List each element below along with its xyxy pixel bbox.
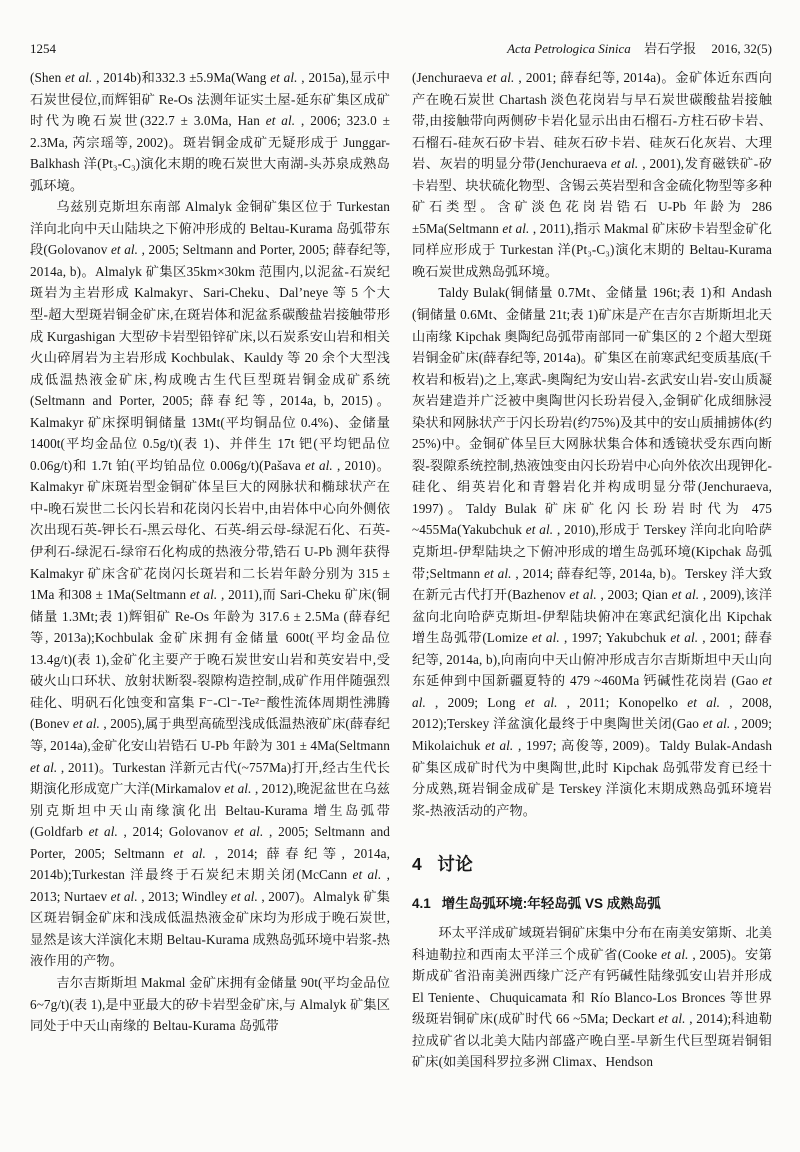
journal-issue: 2016, 32(5) bbox=[711, 41, 772, 56]
section-number: 4 bbox=[412, 854, 423, 875]
journal-title-en: Acta Petrologica Sinica bbox=[507, 41, 631, 56]
journal-title-cn: 岩石学报 bbox=[644, 41, 697, 56]
page-number: 1254 bbox=[30, 41, 56, 56]
page-header bbox=[30, 38, 772, 57]
right-column bbox=[412, 67, 772, 1073]
paragraph: 乌兹别克斯坦东南部 Almalyk 金铜矿集区位于 Turkestan 洋向北向中天山陆块之下俯冲形成的 Beltau-Kurama 岛弧带东段(Golovanov et al. , 2005; Seltmann and Porter, 2005; 薛春纪等, 2014a, b)。Almalyk 矿集区35km×30km 范围内,以泥盆-石炭纪斑岩为主岩形成 Kalmakyr、Sari-Cheku、Dal’neye 等 5 个大型-超大型斑岩铜金矿床,在斑岩体和泥盆系碳酸盐岩接触带形成 Kurgashigan 大型矽卡岩型铅锌矿床,以石炭系安山岩和相关火山碎屑岩为主岩形成 Kochbulak、Kauldy 等 20 余个大型浅成低温热液金矿床,构成晚古生代巨型斑岩铜金成矿系统(Seltmann and Porter, 2005; 薛春纪等, 2014a, b, 2015)。Kalmakyr 矿床探明铜储量 13Mt(平均铜品位 0.4%)、金储量 1400t(平均金品位 0.5g/t)(表 1)、并伴生 17t 钯(平均钯品位 0.06g/t)和 1.7t 铂(平均铂品位 0.006g/t)(Pašava et al. , 2010)。Kalmakyr 矿床斑岩型金铜矿体呈巨大的网脉状和椭球状产在中-晚石炭世二长闪长岩和花岗闪长岩中,由岩体中心向外侧依次出现石英-钾长石-黑云母化、石英-绢云母-绿泥石化、石英-伊利石-绿泥石-绿帘石化构成的热液分带,锆石 U-Pb 测年获得 Kalmakyr 矿床含矿花岗闪长斑岩和二长岩年龄分别为 315 ± 1Ma 和308 ± 1Ma(Seltmann et al. , 2011),而 Sari-Cheku 矿床(铜储量 1.3Mt;表 1)辉钼矿 Re-Os 年龄为 317.6 ± 2.5Ma (薛春纪等, 2013a);Kochbulak 金矿床拥有金储量 600t(平均金品位 13.4g/t)(表 1),金矿化主要产于晚石炭世安山岩和英安岩中,受破火山口环状、放射状断裂-裂隙构造控制,成矿作用伴随强烈硅化、明矾石化蚀变和富集 F⁻-Cl⁻-Te²⁻酸性流体周期性沸腾(Bonev et al. , 2005),属于典型高硫型浅成低温热液矿床(薛春纪等, 2014a),金矿化安山岩锆石 U-Pb 年龄为 301 ± 4Ma(Seltmann et al. , 2011)。Turkestan 洋新元古代(~757Ma)打开,经古生代长期演化形成宽广大洋(Mirkamalov et al. , 2012),晚泥盆世在乌兹别克斯坦中天山南缘演化出 Beltau-Kurama 增生岛弧带(Goldfarb et al. , 2014; Golovanov et al. , 2005; Seltmann and Porter, 2005; Seltmann et al. , 2014; 薛春纪等, 2014a, 2014b);Turkestan 洋最终于石炭纪末期关闭(McCann et al. , 2013; Nurtaev et al. , 2013; Windley et al. , 2007)。Almalyk 矿集区斑岩铜金矿床和浅成低温热液金矿床均为形成于晚石炭世,显然是该大洋演化末期 Beltau-Kurama 成熟岛弧环境中岩浆-热液作用的产物。 bbox=[30, 199, 391, 969]
paragraph-continuation: (Shen et al. , 2014b)和332.3 ±5.9Ma(Wang et al. , 2015a),显示中石炭世侵位,而辉钼矿 Re-Os 法测年证实土屋-延东矿集区成矿时代为晚石炭世(322.7 ± 3.0Ma, Han et al. , 2006; 323.0 ± 2.3Ma, 芮宗瑶等, 2002)。斑岩铜金成矿无疑形成于 Junggar-Balkhash 洋(Pt₃-C₃)演化末期的晚石炭世大南湖-头苏泉成熟岛弧环境。 bbox=[30, 70, 391, 193]
paragraph-continuation: (Jenchuraeva et al. , 2001; 薛春纪等, 2014a)。金矿体近东西向产在晚石炭世 Chartash 淡色花岗岩与早石炭世碳酸盐岩接触带,由接触带向两侧矽卡岩化显示出由石榴石-方柱石矽卡岩、石榴石-硅灰石矽卡岩、硅灰石矽卡岩、硅灰石化灰岩、大理岩、灰岩的明显分带(Jenchuraeva et al. , 2001),发育磁铁矿-矽卡岩型、块状硫化物型、含锡云英岩型和含金硫化物型等多种矿石类型。含矿淡色花岗岩锆石 U-Pb 年龄为 286 ±5Ma(Seltmann et al. , 2011),指示 Makmal 矿床矽卡岩型金矿化同样应形成于 Turkestan 洋(Pt₃-C₃)演化末期的 Beltau-Kurama 晚石炭世成熟岛弧环境。 bbox=[412, 70, 773, 279]
subsection-heading bbox=[412, 892, 772, 912]
section-heading bbox=[412, 851, 772, 876]
paragraph: 吉尔吉斯斯坦 Makmal 金矿床拥有金储量 90t(平均金品位 6~7g/t)(表 1),是中亚最大的矽卡岩型金矿床,与 Almalyk 矿集区同处于中天山南缘的 Beltau-Kurama 岛弧带 bbox=[30, 974, 390, 1034]
left-column bbox=[30, 67, 390, 1073]
paragraph: 环太平洋成矿域斑岩铜矿床集中分布在南美安第斯、北美科迪勒拉和西南太平洋三个成矿省(Cooke et al. , 2005)。安第斯成矿省沿南美洲西缘广泛产有钙碱性陆缘弧安山岩并形成 El Teniente、Chuquicamata 和 Río Blanco-Los Bronces 等世界级斑岩铜矿床(成矿时代 66 ~5Ma; Deckart et al. , 2014);科迪勒拉成矿省以北美大陆内部盛产晚白垩-早新生代巨型斑岩铜钼矿床(如美国科罗拉多洲 Climax、Hendson bbox=[412, 925, 772, 1070]
two-column-body bbox=[30, 67, 772, 1073]
paragraph: Taldy Bulak(铜储量 0.7Mt、金储量 196t;表 1)和 Andash (铜储量 0.6Mt、金储量 21t;表 1)矿床是产在吉尔吉斯斯坦北天山南缘 Kipchak 奥陶纪岛弧带南部同一矿集区的 2 个超大型斑岩铜金矿床(薛春纪等, 2014a)。矿集区在前寒武纪变质基底(千枚岩和板岩)之上,寒武-奥陶纪为安山岩-玄武安山岩-安山质凝灰岩建造并广泛被中奥陶世闪长玢岩侵入,金铜矿化成细脉浸染状和网脉状产于闪长玢岩(约75%)及其中的安山质捕掳体(约 25%)中。金铜矿体呈巨大网脉状集合体和透镜状受东西向断裂-裂隙系统控制,热液蚀变由闪长玢岩中心向外依次出现钾化-硅化、绢英岩化和青磐岩化并构成明显分带(Jenchuraeva, 1997)。Taldy Bulak 矿床矿化闪长玢岩时代为 475 ~455Ma(Yakubchuk et al. , 2010),形成于 Terskey 洋向北向哈萨克斯坦-伊犁陆块之下俯冲形成的增生岛弧环境(Kipchak 岛弧带;Seltmann et al. , 2014; 薛春纪等, 2014a, b)。Terskey 洋大致在新元古代打开(Bazhenov et al. , 2003; Qian et al. , 2009),该洋盆向北向哈萨克斯坦-伊犁陆块俯冲在寒武纪演化出 Kipchak 增生岛弧带(Lomize et al. , 1997; Yakubchuk et al. , 2001; 薛春纪等, 2014a, b),向南向中天山俯冲形成吉尔吉斯斯坦中天山向东延伸到中国新疆夏特的 479 ~460Ma 钙碱性花岗岩 (Gao et al. , 2009; Long et al. , 2011; Konopelko et al. , 2008, 2012);Terskey 洋盆演化最终于中奥陶世关闭(Gao et al. , 2009; Mikolaichuk et al. , 1997; 高俊等, 2009)。Taldy Bulak-Andash 矿集区成矿时代为中奥陶世,此时 Kipchak 岛弧带发育已经十分成熟,斑岩铜金成矿是 Terskey 洋演化末期成熟岛弧环境岩浆-热液活动的产物。 bbox=[412, 285, 773, 818]
journal-header bbox=[507, 38, 772, 57]
section-title: 讨论 bbox=[437, 854, 474, 875]
subsection-number: 4.1 bbox=[412, 896, 431, 912]
subsection-title: 增生岛弧环境:年轻岛弧 VS 成熟岛弧 bbox=[441, 896, 661, 912]
